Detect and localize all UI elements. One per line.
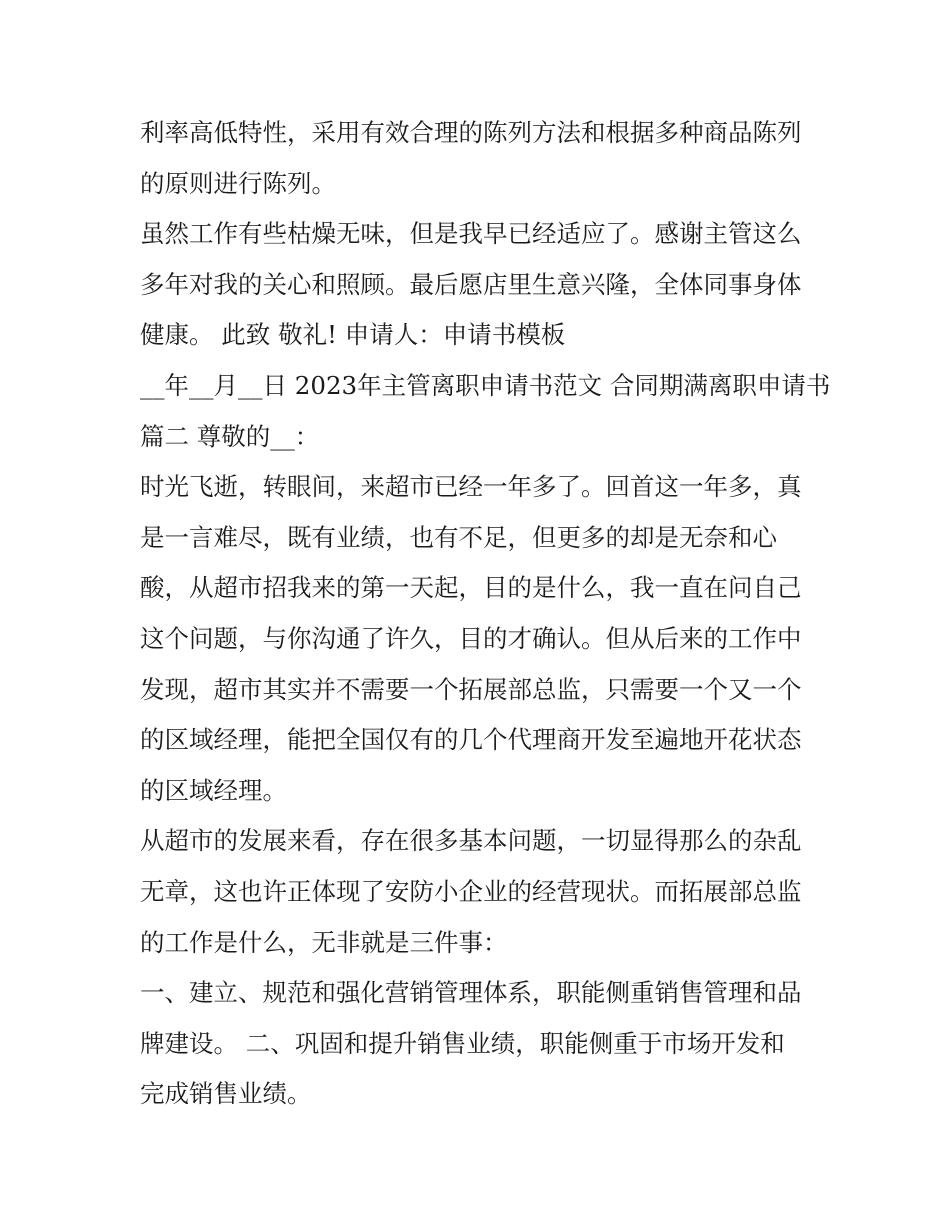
text-line: 发现，超市其实并不需要一个拓展部总监，只需要一个又一个 <box>140 674 802 704</box>
text-line: 是一言难尽，既有业绩，也有不足，但更多的却是无奈和心 <box>140 522 777 552</box>
text-line: 虽然工作有些枯燥无味，但是我早已经适应了。感谢主管这么 <box>140 219 802 249</box>
text-line: 利率高低特性，采用有效合理的陈列方法和根据多种商品陈列 <box>140 118 802 147</box>
text-line: 的区域经理。 <box>140 775 287 805</box>
text-line: 篇二 尊敬的__： <box>140 421 320 451</box>
text-line: 的工作是什么，无非就是三件事： <box>140 927 508 957</box>
text-line: 一、建立、规范和强化营销管理体系，职能侧重销售管理和品 <box>140 978 802 1008</box>
text-line: 时光飞逝，转眼间，来超市已经一年多了。回首这一年多，真 <box>140 472 802 502</box>
text-line: 多年对我的关心和照顾。最后愿店里生意兴隆，全体同事身体 <box>140 269 802 299</box>
text-line: 的区域经理，能把全国仅有的几个代理商开发至遍地开花状态 <box>140 725 802 755</box>
text-line: 的原则进行陈列。 <box>140 168 336 198</box>
text-line: 健康。 此致 敬礼! 申请人：申请书模板 <box>140 320 566 350</box>
text-line: 完成销售业绩。 <box>140 1079 312 1109</box>
text-line: __年__月__日 2023年主管离职申请书范文 合同期满离职申请书 <box>140 370 830 400</box>
text-line: 这个问题，与你沟通了许久，目的才确认。但从后来的工作中 <box>140 623 802 653</box>
text-line: 牌建设。 二、巩固和提升销售业绩，职能侧重于市场开发和 <box>140 1028 785 1058</box>
document-body <box>140 108 830 1120</box>
text-line: 无章，这也许正体现了安防小企业的经营现状。而拓展部总监 <box>140 876 802 906</box>
text-line: 酸，从超市招我来的第一天起，目的是什么，我一直在问自己 <box>140 573 802 603</box>
text-line: 从超市的发展来看，存在很多基本问题，一切显得那么的杂乱 <box>140 826 802 856</box>
